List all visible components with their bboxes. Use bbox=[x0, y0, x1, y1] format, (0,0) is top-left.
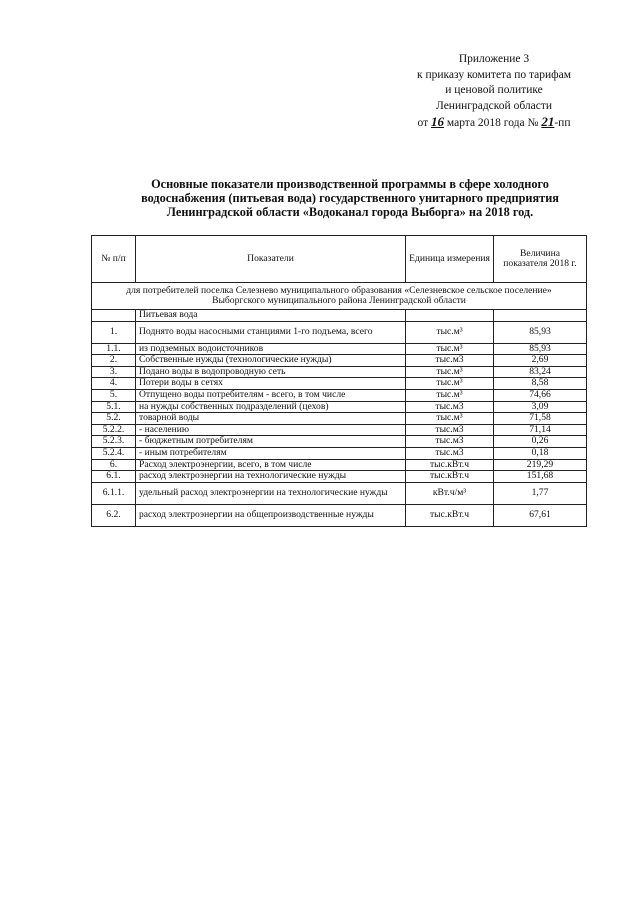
table-row bbox=[92, 424, 587, 436]
date-prefix: от bbox=[417, 117, 429, 129]
row-num: 5.2.4. bbox=[92, 447, 136, 459]
header-name: Показатели bbox=[136, 236, 406, 283]
row-num: 6. bbox=[92, 459, 136, 471]
group-label: Питьевая вода bbox=[136, 310, 406, 322]
table-row bbox=[92, 321, 587, 343]
table-row bbox=[92, 504, 587, 526]
title-line-1: Основные показатели производственной программы в сфере холодного bbox=[151, 177, 549, 191]
row-name: - населению bbox=[136, 424, 406, 436]
table-row bbox=[92, 401, 587, 413]
row-name: из подземных водоисточников bbox=[136, 343, 406, 355]
section-row bbox=[92, 283, 587, 310]
row-num: 6.2. bbox=[92, 504, 136, 526]
order-reference: к приказу комитета по тарифам bbox=[417, 68, 571, 81]
title-line-3: Ленинградской области «Водоканал города Выборга» на 2018 год. bbox=[166, 205, 534, 219]
row-unit: кВт.ч/м³ bbox=[406, 482, 494, 504]
row-value: 71,58 bbox=[494, 413, 587, 425]
row-value: 74,66 bbox=[494, 389, 587, 401]
order-day: 16 bbox=[431, 114, 445, 129]
row-unit: тыс.кВт.ч bbox=[406, 471, 494, 483]
header-value: Величина показателя 2018 г. bbox=[494, 236, 587, 283]
row-value: 219,29 bbox=[494, 459, 587, 471]
row-num: 6.1. bbox=[92, 471, 136, 483]
row-name: - иным потребителям bbox=[136, 447, 406, 459]
header-num: № п/п bbox=[92, 236, 136, 283]
row-num: 5.2. bbox=[92, 413, 136, 425]
table-header-row bbox=[92, 236, 587, 283]
row-num: 5. bbox=[92, 389, 136, 401]
group-row bbox=[92, 310, 587, 322]
row-name: Подано воды в водопроводную сеть bbox=[136, 366, 406, 378]
row-value: 0,26 bbox=[494, 436, 587, 448]
row-name: Потери воды в сетях bbox=[136, 378, 406, 390]
row-unit: тыс.м3 bbox=[406, 401, 494, 413]
row-unit: тыс.кВт.ч bbox=[406, 459, 494, 471]
row-value: 2,69 bbox=[494, 355, 587, 367]
row-unit: тыс.м3 bbox=[406, 436, 494, 448]
appendix-number: Приложение 3 bbox=[458, 53, 530, 65]
row-unit: тыс.м³ bbox=[406, 343, 494, 355]
row-value: 85,93 bbox=[494, 343, 587, 355]
row-unit: тыс.м3 bbox=[406, 424, 494, 436]
row-num: 5.1. bbox=[92, 401, 136, 413]
row-num: 5.2.3. bbox=[92, 436, 136, 448]
row-name: расход электроэнергии на технологические нужды bbox=[136, 471, 406, 483]
order-date-line bbox=[384, 114, 604, 132]
committee-name: и ценовой политике bbox=[445, 84, 543, 96]
row-value: 71,14 bbox=[494, 424, 587, 436]
row-name: - бюджетным потребителям bbox=[136, 436, 406, 448]
row-value: 85,93 bbox=[494, 321, 587, 343]
indicators-table bbox=[91, 235, 587, 527]
table-row bbox=[92, 447, 587, 459]
region-name: Ленинградской области bbox=[435, 99, 553, 112]
table-row bbox=[92, 459, 587, 471]
row-name: Собственные нужды (технологические нужды) bbox=[136, 355, 406, 367]
row-unit: тыс.кВт.ч bbox=[406, 504, 494, 526]
row-value: 3,09 bbox=[494, 401, 587, 413]
appendix-header bbox=[384, 52, 604, 132]
row-unit: тыс.м³ bbox=[406, 389, 494, 401]
table-row bbox=[92, 436, 587, 448]
table-row bbox=[92, 366, 587, 378]
number-suffix: -пп bbox=[554, 117, 571, 129]
row-unit: тыс.м³ bbox=[406, 413, 494, 425]
table-row bbox=[92, 413, 587, 425]
row-num: 6.1.1. bbox=[92, 482, 136, 504]
row-name: удельный расход электроэнергии на технологические нужды bbox=[136, 482, 406, 504]
row-unit: тыс.м3 bbox=[406, 447, 494, 459]
row-value: 0,18 bbox=[494, 447, 587, 459]
date-middle: марта 2018 года № bbox=[446, 117, 539, 129]
row-unit: тыс.м³ bbox=[406, 378, 494, 390]
row-unit: тыс.м³ bbox=[406, 321, 494, 343]
group-num bbox=[92, 310, 136, 322]
group-value bbox=[494, 310, 587, 322]
table-row bbox=[92, 389, 587, 401]
table-row bbox=[92, 378, 587, 390]
row-value: 67,61 bbox=[494, 504, 587, 526]
section-cell bbox=[92, 283, 587, 310]
row-name: Отпущено воды потребителям - всего, в том числе bbox=[136, 389, 406, 401]
table-row bbox=[92, 482, 587, 504]
row-unit: тыс.м³ bbox=[406, 366, 494, 378]
table-row bbox=[92, 343, 587, 355]
row-num: 5.2.2. bbox=[92, 424, 136, 436]
order-number: 21 bbox=[541, 114, 555, 129]
row-name: на нужды собственных подразделений (цехов) bbox=[136, 401, 406, 413]
header-unit: Единица измерения bbox=[406, 236, 494, 283]
row-value: 8,58 bbox=[494, 378, 587, 390]
row-value: 151,68 bbox=[494, 471, 587, 483]
row-name: Расход электроэнергии, всего, в том числе bbox=[136, 459, 406, 471]
row-name: Поднято воды насосными станциями 1-го подъема, всего bbox=[136, 321, 406, 343]
section-line-1: для потребителей поселка Селезнево муниципального образования «Селезневское сельское поселение» bbox=[126, 284, 552, 296]
row-num: 1. bbox=[92, 321, 136, 343]
row-num: 2. bbox=[92, 355, 136, 367]
row-value: 83,24 bbox=[494, 366, 587, 378]
row-value: 1,77 bbox=[494, 482, 587, 504]
title-line-2: водоснабжения (питьевая вода) государственного унитарного предприятия bbox=[141, 191, 559, 205]
row-num: 3. bbox=[92, 366, 136, 378]
table-row bbox=[92, 471, 587, 483]
document-title bbox=[100, 177, 600, 219]
group-unit bbox=[406, 310, 494, 322]
row-unit: тыс.м3 bbox=[406, 355, 494, 367]
row-name: товарной воды bbox=[136, 413, 406, 425]
section-line-2: Выборгского муниципального района Ленинградской области bbox=[212, 295, 466, 306]
row-num: 1.1. bbox=[92, 343, 136, 355]
row-num: 4. bbox=[92, 378, 136, 390]
table-row bbox=[92, 355, 587, 367]
row-name: расход электроэнергии на общепроизводственные нужды bbox=[136, 504, 406, 526]
